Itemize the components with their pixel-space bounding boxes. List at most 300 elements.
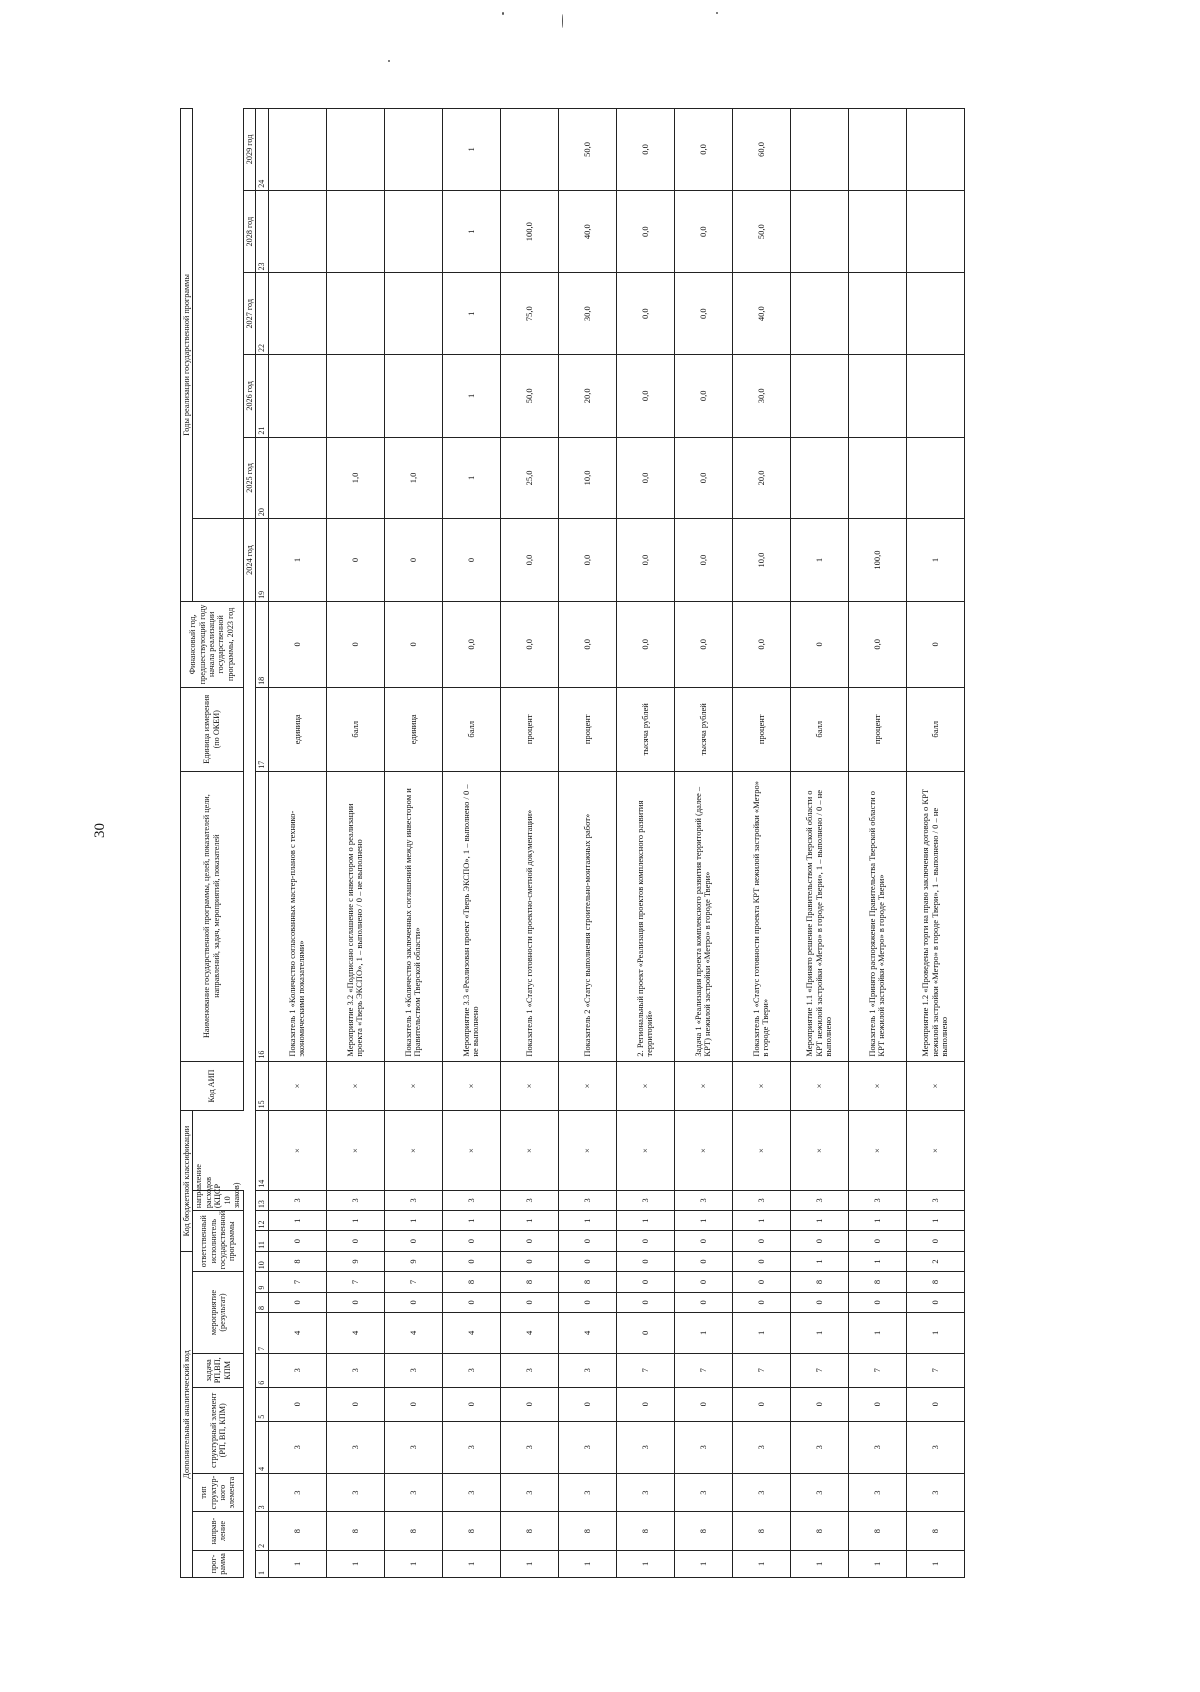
code-cell: 1 [442,1550,500,1577]
code-cell: 1 [790,1211,848,1231]
row-unit: процент [848,687,906,771]
code-cell: 3 [326,1353,384,1387]
row-name: Мероприятие 3.2 «Подписано соглашение с инвестором о реализации проекта «Тверь ЭКСПО», 1 – выполнено / 0 – не выполнено [326,771,384,1061]
table-row [442,109,500,1578]
row-value-year [268,437,326,519]
row-value-year [790,273,848,355]
code-cell: 0 [732,1251,790,1271]
row-value-year: 100,0 [500,190,558,273]
code-cell: 3 [326,1190,384,1210]
row-value-year: 0,0 [674,437,732,519]
header-napravlenie: направ-ление [193,1512,243,1551]
code-cell: 3 [326,1421,384,1473]
code-cell: 0 [790,1292,848,1312]
code-cell: 0 [616,1313,674,1354]
code-cell: 3 [442,1353,500,1387]
header-dop-code: Дополнительный аналитический код [181,1251,193,1577]
code-cell: 0 [790,1387,848,1421]
code-cell: 4 [558,1313,616,1354]
row-value-year: 75,0 [500,273,558,355]
code-cell: 7 [674,1353,732,1387]
row-value-year [268,354,326,437]
code-cell: × [790,1111,848,1190]
row-name: Показатель 2 «Статус выполнения строительно-монтажных работ» [558,771,616,1061]
code-cell: 0 [384,1231,442,1251]
code-cell: 1 [790,1313,848,1354]
row-value-year: 0,0 [500,519,558,602]
code-cell: 3 [500,1190,558,1210]
code-cell: 0 [848,1387,906,1421]
code-cell: × [442,1111,500,1190]
code-cell: 0 [848,1292,906,1312]
code-cell: × [616,1061,674,1111]
row-value-2023: 0,0 [500,601,558,687]
row-value-2023: 0 [326,601,384,687]
code-cell: 8 [906,1512,964,1551]
table-row [558,109,616,1578]
code-cell: 8 [442,1272,500,1292]
row-value-year: 40,0 [732,273,790,355]
row-unit: балл [906,687,964,771]
code-cell: 0 [906,1231,964,1251]
code-cell: 8 [790,1272,848,1292]
code-cell: 0 [906,1387,964,1421]
code-cell: 7 [326,1272,384,1292]
row-value-year: 1 [442,354,500,437]
row-value-year: 50,0 [558,109,616,191]
code-cell: 0 [442,1292,500,1312]
code-cell: 8 [268,1251,326,1271]
code-cell: × [384,1061,442,1111]
code-cell: 0 [616,1292,674,1312]
code-cell: 3 [384,1421,442,1473]
rotated-table-container [180,108,1100,1578]
row-value-year: 1 [442,273,500,355]
code-cell: × [674,1111,732,1190]
code-cell: 3 [442,1190,500,1210]
row-value-2023: 0,0 [558,601,616,687]
row-value-2023: 0,0 [848,601,906,687]
row-value-year: 1 [268,519,326,602]
code-cell: 8 [732,1512,790,1551]
code-cell: 8 [848,1512,906,1551]
code-cell: 1 [790,1550,848,1577]
code-cell: 0 [500,1292,558,1312]
code-cell: 0 [674,1387,732,1421]
header-year-2025: 2025 год [243,437,255,519]
code-cell: 3 [906,1421,964,1473]
row-value-year: 1 [442,437,500,519]
row-value-year: 50,0 [732,190,790,273]
row-value-year [384,354,442,437]
row-value-year [906,354,964,437]
code-cell: × [848,1111,906,1190]
code-cell: 7 [790,1353,848,1387]
header-years-group: Годы реализации государственной программы [181,109,193,602]
row-name: Мероприятие 1.2 «Проведены торги на право заключения договора о КРТ нежилой застройки «Метро» в городе Твери», 1 – выполнено / 0 – не выполнено [906,771,964,1061]
code-cell: 3 [268,1421,326,1473]
table-row [674,109,732,1578]
row-name: Показатель 1 «Принято распоряжение Правительства Тверской области о КРТ нежилой застройки «Метро» в городе Твери» [848,771,906,1061]
header-unit: Единица измерения (по ОКЕИ) [181,687,244,771]
code-cell: 0 [500,1251,558,1271]
row-value-year [268,190,326,273]
code-cell: 3 [500,1421,558,1473]
code-cell: × [268,1111,326,1190]
row-value-year: 50,0 [500,354,558,437]
row-value-year: 0,0 [616,109,674,191]
row-value-year: 0,0 [616,354,674,437]
row-value-year: 0,0 [674,273,732,355]
code-cell: 4 [326,1313,384,1354]
row-value-year [384,273,442,355]
row-value-year: 1,0 [326,437,384,519]
code-cell: 4 [442,1313,500,1354]
code-cell: 3 [790,1473,848,1512]
row-value-year [326,190,384,273]
row-value-2023: 0,0 [616,601,674,687]
table-row [848,109,906,1578]
row-name: Мероприятие 3.3 «Реализован проект «Тверь ЭКСПО», 1 – выполнено / 0 – не выполнено [442,771,500,1061]
code-cell: 8 [790,1512,848,1551]
row-unit: единица [384,687,442,771]
code-cell: 0 [732,1387,790,1421]
code-cell: 0 [268,1387,326,1421]
row-value-2023: 0 [906,601,964,687]
code-cell: 0 [384,1387,442,1421]
row-unit: балл [442,687,500,771]
code-cell: 4 [500,1313,558,1354]
row-value-2023: 0,0 [732,601,790,687]
row-value-year: 0,0 [558,519,616,602]
code-cell: 3 [268,1353,326,1387]
table-row [906,109,964,1578]
code-cell: 8 [442,1512,500,1551]
row-value-year [500,109,558,191]
row-unit: тысяча рублей [616,687,674,771]
code-cell: 3 [500,1353,558,1387]
code-cell: 0 [326,1292,384,1312]
code-cell: 1 [500,1550,558,1577]
code-cell: 3 [732,1421,790,1473]
code-cell: × [558,1111,616,1190]
code-cell: 8 [268,1512,326,1551]
row-value-year [268,273,326,355]
row-name: Показатель 1 «Статус готовности проекта КРТ нежилой застройки «Метро» в городе Твери» [732,771,790,1061]
table-row [268,109,326,1578]
code-cell: 3 [732,1190,790,1210]
code-cell: 1 [848,1550,906,1577]
header-napr-rashodov: направление расходов (КЦСР 10 знаков) [193,1190,243,1210]
row-unit: процент [732,687,790,771]
code-cell: 3 [500,1473,558,1512]
code-cell: × [732,1111,790,1190]
row-name: Задача 1 «Реализация проекта комплексного развития территорий (далее – КРТ) нежилой застройки «Метро» в городе Твери» [674,771,732,1061]
code-cell: 7 [384,1272,442,1292]
code-cell: 0 [790,1231,848,1251]
code-cell: 3 [906,1190,964,1210]
code-cell: 3 [558,1190,616,1210]
row-value-year: 10,0 [732,519,790,602]
row-value-year: 1 [906,519,964,602]
code-cell: 0 [848,1231,906,1251]
code-cell: 1 [268,1550,326,1577]
code-cell: 7 [616,1353,674,1387]
code-cell: 0 [268,1292,326,1312]
header-year-2029: 2029 год [243,109,255,191]
code-cell: 0 [442,1387,500,1421]
code-cell: 0 [326,1231,384,1251]
code-cell: 1 [384,1550,442,1577]
code-cell: 0 [674,1251,732,1271]
code-cell: 3 [442,1473,500,1512]
header-year-2024: 2024 год [243,519,255,602]
code-cell: 1 [558,1550,616,1577]
row-value-year [906,109,964,191]
table-row [790,109,848,1578]
table-row [732,109,790,1578]
code-cell: 1 [906,1313,964,1354]
code-cell: 0 [674,1231,732,1251]
row-value-year: 30,0 [558,273,616,355]
code-cell: 0 [732,1272,790,1292]
code-cell: × [616,1111,674,1190]
row-value-2023: 0 [384,601,442,687]
row-name: Показатель 1 «Количество заключенных соглашений между инвестором и Правительством Тверской области» [384,771,442,1061]
program-table [180,108,965,1578]
code-cell: 3 [674,1473,732,1512]
code-cell: 9 [326,1251,384,1271]
code-cell: 3 [616,1473,674,1512]
row-value-year: 0 [384,519,442,602]
code-cell: 3 [268,1190,326,1210]
code-cell: 1 [616,1211,674,1231]
row-value-year: 100,0 [848,519,906,602]
code-cell: 0 [558,1387,616,1421]
code-cell: 0 [616,1231,674,1251]
code-cell: × [326,1061,384,1111]
code-cell: 4 [268,1313,326,1354]
code-cell: 0 [732,1292,790,1312]
code-cell: 3 [848,1190,906,1210]
code-cell: 1 [268,1211,326,1231]
header-fin-year: Финансовый год, предшествующий году начала реализации государственной программы, 2023 год [181,601,244,687]
table-row [616,109,674,1578]
row-value-year: 0,0 [674,109,732,191]
row-value-year: 60,0 [732,109,790,191]
row-value-year [906,190,964,273]
code-cell: 3 [326,1473,384,1512]
code-cell: 3 [558,1473,616,1512]
row-value-year [790,354,848,437]
header-year-2027: 2027 год [243,273,255,355]
code-cell: 8 [500,1512,558,1551]
code-cell: 0 [616,1272,674,1292]
header-kod-aip: Код АИП [181,1061,244,1111]
row-value-year: 0,0 [616,190,674,273]
code-cell: 1 [674,1550,732,1577]
code-cell: 0 [442,1231,500,1251]
code-cell: 1 [906,1550,964,1577]
row-unit: единица [268,687,326,771]
row-value-year [790,437,848,519]
row-value-year [268,109,326,191]
code-cell: 0 [558,1231,616,1251]
code-cell: 0 [384,1292,442,1312]
code-cell: 0 [558,1251,616,1271]
row-value-year: 0 [442,519,500,602]
code-cell: 1 [442,1211,500,1231]
row-value-2023: 0 [790,601,848,687]
code-cell: 1 [848,1211,906,1231]
header-strukt: структурный элемент (РП, ВП, КПМ) [193,1387,243,1473]
code-cell: 7 [906,1353,964,1387]
row-value-year: 20,0 [558,354,616,437]
code-cell: 1 [906,1211,964,1231]
row-value-year [848,190,906,273]
row-value-year: 0,0 [674,190,732,273]
row-unit: балл [326,687,384,771]
header-budget-code: Код бюджетной классификации [181,1111,193,1251]
row-value-year [906,437,964,519]
code-cell: 0 [500,1387,558,1421]
code-cell: 8 [674,1512,732,1551]
code-cell: 9 [384,1251,442,1271]
code-cell: 3 [558,1353,616,1387]
row-value-year: 1 [442,190,500,273]
code-cell: 1 [732,1313,790,1354]
code-cell: 1 [848,1313,906,1354]
code-cell: 1 [674,1313,732,1354]
row-value-year [848,354,906,437]
code-cell: 3 [616,1421,674,1473]
code-cell: 7 [732,1353,790,1387]
column-number-row: 1 2 3 4 5 6 7 8 9 10 11 12 13 14 15 16 17 18 19 20 21 22 23 24 [255,109,268,1578]
row-value-2023: 0,0 [442,601,500,687]
code-cell: × [268,1061,326,1111]
code-cell: 3 [848,1473,906,1512]
code-cell: 8 [558,1512,616,1551]
code-cell: 1 [558,1211,616,1231]
code-cell: × [790,1061,848,1111]
row-value-year: 1,0 [384,437,442,519]
row-value-year [906,273,964,355]
code-cell: 0 [674,1272,732,1292]
code-cell: 3 [384,1190,442,1210]
row-value-year [848,109,906,191]
code-cell: 0 [732,1231,790,1251]
code-cell: 1 [848,1251,906,1271]
code-cell: 3 [848,1421,906,1473]
header-otv: ответственный исполнитель государственной программы [193,1211,243,1272]
code-cell: 0 [674,1292,732,1312]
row-value-year [384,190,442,273]
code-cell: 1 [732,1550,790,1577]
code-cell: 0 [442,1251,500,1271]
code-cell: 1 [384,1211,442,1231]
row-value-year: 0,0 [674,519,732,602]
code-cell: 7 [848,1353,906,1387]
row-unit: балл [790,687,848,771]
row-value-year: 1 [442,109,500,191]
row-value-year: 0,0 [616,437,674,519]
code-cell: 8 [500,1272,558,1292]
row-unit: процент [558,687,616,771]
header-year-2026: 2026 год [243,354,255,437]
code-cell: 3 [790,1421,848,1473]
code-cell: × [500,1111,558,1190]
code-cell: 1 [732,1211,790,1231]
row-name: Мероприятие 1.1 «Принято решение Правительством Тверской области о КРТ нежилой застройки «Метро» в городе Твери», 1 – выполнено / 0 – не выполнено [790,771,848,1061]
header-tip: тип структур-ного элемента [193,1473,243,1512]
code-cell: 8 [384,1512,442,1551]
code-cell: 0 [326,1387,384,1421]
code-cell: 3 [674,1190,732,1210]
page-number: 30 [92,823,108,838]
code-cell: 8 [558,1272,616,1292]
code-cell: × [558,1061,616,1111]
code-cell: 0 [616,1251,674,1271]
code-cell: 8 [906,1272,964,1292]
row-value-year [326,354,384,437]
code-cell: 8 [326,1512,384,1551]
header-zadacha: задача РП,ВП, КПМ [193,1353,243,1387]
code-cell: 0 [616,1387,674,1421]
code-cell: 3 [674,1421,732,1473]
code-cell: 3 [616,1190,674,1210]
header-meropriyatie: мероприятие (результат) [193,1272,243,1354]
row-value-year [326,273,384,355]
code-cell: 0 [906,1292,964,1312]
row-unit: процент [500,687,558,771]
row-value-year [848,437,906,519]
code-cell: × [442,1061,500,1111]
row-value-2023: 0 [268,601,326,687]
code-cell: × [848,1061,906,1111]
row-value-year: 0,0 [674,354,732,437]
code-cell: 3 [442,1421,500,1473]
code-cell: 4 [384,1313,442,1354]
row-value-2023: 0,0 [674,601,732,687]
row-value-year [790,190,848,273]
code-cell: 0 [558,1292,616,1312]
row-value-year: 25,0 [500,437,558,519]
code-cell: 7 [268,1272,326,1292]
code-cell: × [674,1061,732,1111]
code-cell: 1 [790,1251,848,1271]
row-value-year: 1 [790,519,848,602]
code-cell: 8 [616,1512,674,1551]
code-cell: 3 [384,1473,442,1512]
row-unit: тысяча рублей [674,687,732,771]
code-cell: × [326,1111,384,1190]
code-cell: 3 [384,1353,442,1387]
code-cell: 3 [732,1473,790,1512]
row-name: Показатель 1 «Количество согласованных мастер-планов с технико-экономическими показателями» [268,771,326,1061]
table-row [500,109,558,1578]
code-cell: 1 [674,1211,732,1231]
row-name: 2. Региональный проект «Реализация проектов комплексного развития территорий» [616,771,674,1061]
code-cell: 8 [848,1272,906,1292]
header-name: Наименование государственной программы, целей, показателей цели, направлений, задач, мероприятий, показателей [181,771,244,1061]
code-cell: × [384,1111,442,1190]
row-value-year [848,273,906,355]
row-value-year: 10,0 [558,437,616,519]
code-cell: 1 [326,1211,384,1231]
code-cell: × [906,1061,964,1111]
header-programma: прог-рамма [193,1550,243,1577]
code-cell: 0 [500,1231,558,1251]
